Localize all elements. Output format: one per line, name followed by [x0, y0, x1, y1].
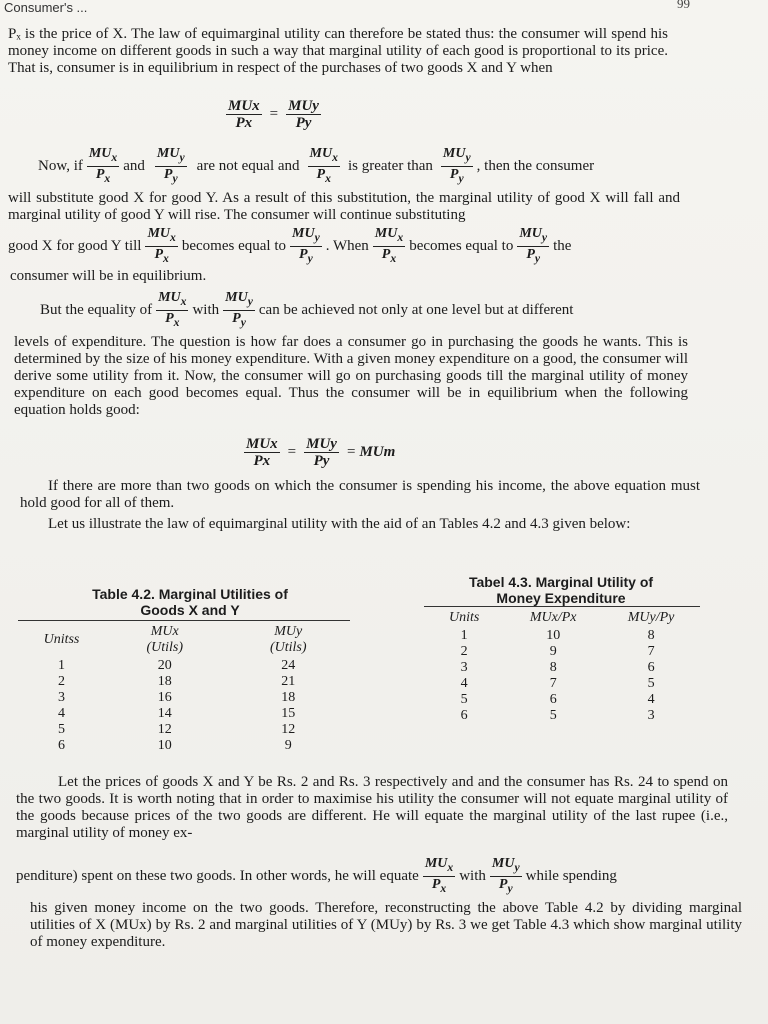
table-cell: 4	[647, 692, 655, 707]
table-cell: 10	[157, 738, 172, 753]
table-cell: 3	[647, 708, 655, 723]
table-cell: 8	[647, 628, 655, 643]
table-cell: 15	[281, 706, 296, 721]
table-row	[424, 676, 700, 692]
table-row	[20, 658, 350, 674]
table-cell: 12	[281, 722, 296, 737]
table-4-3-title: Tabel 4.3. Marginal Utility of Money Expenditure	[468, 574, 654, 606]
table-cell: 5	[647, 676, 655, 691]
table-row	[424, 708, 700, 724]
table-cell: 1	[460, 628, 468, 643]
table-row	[20, 690, 350, 706]
table-cell: 5	[58, 722, 65, 737]
paragraph-prices-line5: penditure) spent on these two goods. In other words, he will equate $\frac{MU_x}{P_x}$ with $\frac{MU_y}{P_y}$ while spending	[16, 856, 617, 895]
paragraph-substitution-line1: Now, if $\frac{MU_x}{P_x}$ and $\frac{MU_y}{P_y}$ are not equal and $\frac{MU_x}{P_x}$ is greater than $\frac{MU_y}{P_y}$ , then the consumer	[38, 146, 595, 185]
table-cell: 9	[284, 738, 292, 753]
table-4-3-top-rule	[424, 606, 700, 607]
running-header: Consumer's ...	[4, 0, 88, 15]
table-cell: 3	[58, 690, 65, 705]
table-row	[20, 674, 350, 690]
table-cell: 18	[157, 674, 172, 689]
table-row	[20, 738, 350, 754]
paragraph-more-goods: If there are more than two goods on which the consumer is spending his income, the above equation must hold good for all of them.	[20, 478, 700, 511]
paragraph-equilibrium-line: consumer will be in equilibrium.	[10, 268, 207, 284]
table-row	[20, 706, 350, 722]
table-cell: 7	[549, 676, 557, 691]
table-4-2: Unitss MUx (Utils) MUy (Utils) 1 20 24 2 18 21 3 16 18 4 14 15 5 12 12 6 10 9	[20, 622, 350, 754]
table-cell: 24	[281, 658, 296, 673]
table-4-2-title: Table 4.2. Marginal Utilities of Goods X and Y	[92, 586, 288, 618]
paragraph-substitution-line3: good X for good Y till $\frac{MU_x}{P_x}$ becomes equal to $\frac{MU_y}{P_y}$ . When $\frac{MU_x}{P_x}$ becomes equal to $\frac{MU_y}{P_y}$ the	[8, 226, 572, 265]
table-cell: 6	[58, 738, 65, 753]
equation-equilibrium-2: $\frac{\text{MUx}}{Px}$ = $\frac{\text{MUy}}{Py}$ = MUm	[246, 436, 396, 469]
table-cell: 2	[58, 674, 65, 689]
table-cell: 21	[281, 674, 296, 689]
table-cell: 4	[58, 706, 65, 721]
table-cell: 18	[281, 690, 296, 705]
paragraph-prices: Let the prices of goods X and Y be Rs. 2 and Rs. 3 respectively and and the consumer has Rs. 24 to spend on the two goods. It is worth noting that in order to maximise his utility the consumer will not equate marginal utility of the goods because prices of the two goods are different. He will equate the marginal utility of the last rupee (i.e., marginal utility of money ex-	[16, 774, 728, 841]
table-cell: 16	[157, 690, 172, 705]
table-row	[424, 692, 700, 708]
table-cell: 5	[549, 708, 557, 723]
table-row	[424, 660, 700, 676]
page-number: 99	[677, 0, 690, 11]
table-cell: 6	[460, 708, 468, 723]
table-cell: 12	[157, 722, 172, 737]
table-cell: 10	[546, 628, 561, 643]
table-cell: 2	[460, 644, 468, 659]
table-row	[20, 722, 350, 738]
paragraph-reconstruct: his given money income on the two goods. Therefore, reconstructing the above Table 4.2 by dividing marginal utilities of X (MUx) by Rs. 2 and marginal utilities of Y (MUy) by Rs. 3 we get Table 4.3 which show marginal utility of money expenditure.	[30, 900, 742, 950]
paragraph-equality-line1: But the equality of $\frac{MU_x}{P_x}$ with $\frac{MU_y}{P_y}$ can be achieved not only at one level but at different	[40, 290, 574, 329]
equation-equilibrium-1: $\frac{\text{MUx}}{Px}$ = $\frac{\text{MUy}}{Py}$	[228, 98, 319, 131]
table-cell: 9	[549, 644, 557, 659]
table-cell: 14	[157, 706, 172, 721]
table-cell: 8	[549, 660, 557, 675]
table-cell: 6	[549, 692, 557, 707]
table-row	[424, 628, 700, 644]
table-cell: 5	[460, 692, 468, 707]
paragraph-law-statement: Pₓ is the price of X. The law of equimarginal utility can therefore be stated thus: the consumer will spend his money income on different goods in such a way that marginal utility of each good is proportional to its price. That is, consumer is in equilibrium in respect of the purchases of two goods X and Y when	[8, 26, 668, 76]
table-cell: 6	[647, 660, 655, 675]
paragraph-expenditure: levels of expenditure. The question is how far does a consumer go in purchasing the goods he wants. This is determined by the size of his money expenditure. With a given money expenditure on a good, the consumer will derive some utility from it. Now, the consumer will go on purchasing goods till the marginal utility of money expenditure on each good becomes equal. Thus the consumer will be in equilibrium when the following equation holds good:	[14, 334, 688, 418]
table-row	[424, 644, 700, 660]
table-cell: 7	[647, 644, 655, 659]
table-cell: 20	[157, 658, 172, 673]
paragraph-substitution-body: will substitute good X for good Y. As a result of this substitution, the marginal utility of good X will fall and marginal utility of good Y will rise. The consumer will continue substituting	[8, 190, 680, 223]
table-cell: 3	[460, 660, 468, 675]
paragraph-illustrate: Let us illustrate the law of equimarginal utility with the aid of an Tables 4.2 and 4.3 given below:	[48, 516, 631, 532]
table-cell: 1	[58, 658, 65, 673]
table-cell: 4	[460, 676, 468, 691]
table-4-3: Units MUx/Px MUy/Py 1 10 8 2 9 7 3 8 6 4 7 5 5 6 4 6 5 3	[424, 608, 700, 724]
table-4-2-top-rule	[18, 620, 350, 621]
